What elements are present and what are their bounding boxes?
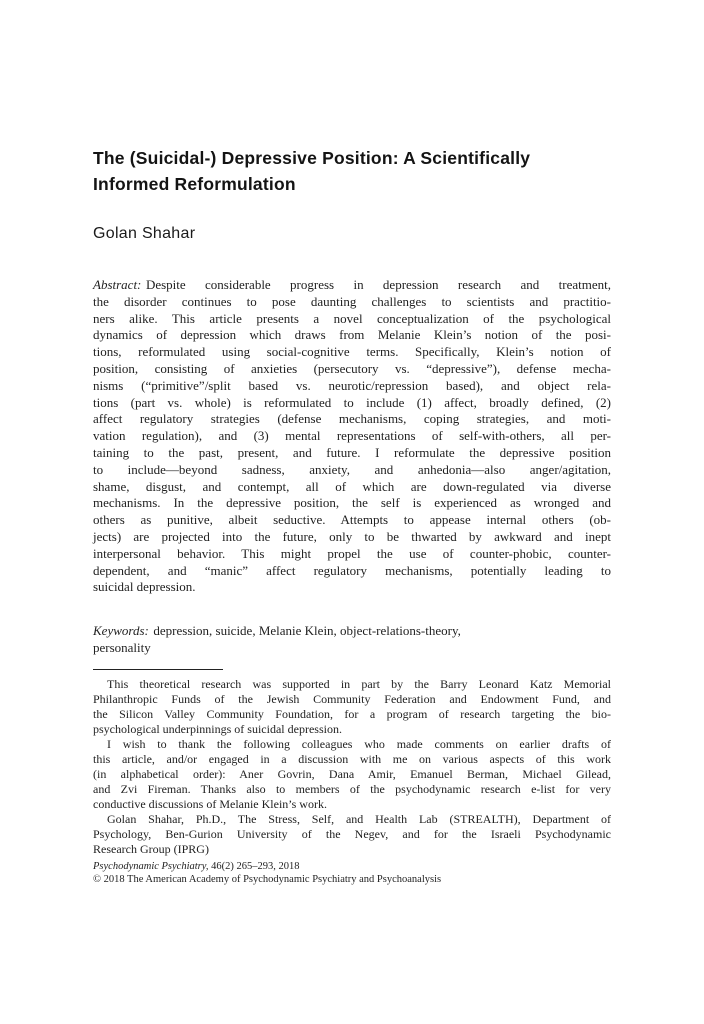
- text-line: nisms (“primitive”/split based vs. neurotic/repression based), and object rela-: [93, 377, 611, 393]
- footnote-paragraph: [93, 812, 611, 857]
- text-line: The (Suicidal-) Depressive Position: A Scientifically: [93, 148, 531, 168]
- text-line: interpersonal behavior. This might propel the use of counter-phobic, counter-: [93, 545, 611, 561]
- text-line: the disorder continues to pose daunting challenges to scientists and practitio-: [93, 293, 611, 309]
- abstract-first-line: [93, 277, 611, 294]
- abstract-lines: [93, 294, 611, 596]
- text-line: position, consisting of anxieties (persecutory vs. “depressive”), defense mecha-: [93, 360, 611, 376]
- keywords-label: Keywords:: [93, 623, 149, 639]
- text-line: I wish to thank the following colleagues who made comments on earlier drafts of: [107, 737, 611, 752]
- page-title: [93, 145, 611, 197]
- text-line: vation regulation), and (3) mental representations of self-with-others, all per-: [93, 428, 611, 444]
- text-line: to include—beyond sadness, anxiety, and anhedonia—also anger/agitation,: [93, 461, 611, 477]
- text-line: shame, disgust, and contempt, all of which are down-regulated via diverse: [93, 478, 611, 494]
- text-line: psychological underpinnings of suicidal depression.: [93, 722, 342, 737]
- text-line: mechanisms. In the depressive position, the self is experienced as wronged and: [93, 495, 611, 511]
- page-content: [93, 0, 611, 886]
- text-line: Philanthropic Funds of the Jewish Community Federation and Endowment Fund, and: [93, 692, 611, 707]
- keywords-first-line-text: depression, suicide, Melanie Klein, object-relations-theory,: [153, 623, 461, 639]
- text-line: ners alike. This article presents a novel conceptualization of the psychological: [93, 310, 611, 326]
- text-line: This theoretical research was supported in part by the Barry Leonard Katz Memorial: [107, 677, 611, 692]
- text-line: the Silicon Valley Community Foundation, for a program of research targeting the bio-: [93, 707, 611, 722]
- text-line: and Zvi Fireman. Thanks also to members of the psychodynamic research e-list for very: [93, 782, 611, 797]
- text-line: jects) are projected into the future, only to be thwarted by awkward and inept: [93, 528, 611, 544]
- journal-info: [93, 861, 611, 886]
- abstract-section: [93, 277, 611, 596]
- journal-name: Psychodynamic Psychiatry,: [93, 861, 209, 873]
- text-line: tions (part vs. whole) is reformulated to include (1) affect, broadly defined, (2): [93, 394, 611, 410]
- abstract-label: Abstract:: [93, 277, 142, 292]
- text-line: dynamics of depression which draws from Melanie Klein’s notion of the posi-: [93, 327, 611, 343]
- footnote-paragraph: [93, 677, 611, 737]
- text-line: conductive discussions of Melanie Klein’s work.: [93, 797, 327, 812]
- text-line: Golan Shahar, Ph.D., The Stress, Self, and Health Lab (STREALTH), Department of: [107, 812, 611, 827]
- keywords-section: [93, 622, 611, 656]
- copyright-line: © 2018 The American Academy of Psychodynamic Psychiatry and Psychoanalysis: [93, 873, 442, 885]
- text-line: suicidal depression.: [93, 579, 196, 595]
- text-line: Informed Reformulation: [93, 174, 296, 194]
- author-name: Golan Shahar: [93, 225, 196, 242]
- journal-citation: [93, 861, 611, 874]
- abstract-first-line-text: Despite considerable progress in depression research and treatment,: [145, 277, 611, 292]
- footnote-paragraph: [93, 737, 611, 812]
- text-line: Research Group (IPRG): [93, 842, 209, 857]
- footnote-section: [93, 677, 611, 857]
- journal-issue: 46(2) 265–293, 2018: [208, 861, 300, 873]
- text-line: (in alphabetical order): Aner Govrin, Dana Amir, Emanuel Berman, Michael Gilead,: [93, 767, 611, 782]
- text-line: others as punitive, albeit seductive. Attempts to appease internal others (ob-: [93, 512, 611, 528]
- text-line: personality: [93, 640, 151, 656]
- keywords-lines: [93, 639, 611, 656]
- footnote-divider: [93, 669, 223, 670]
- text-line: Psychology, Ben-Gurion University of the Negev, and for the Israeli Psychodynamic: [93, 827, 611, 842]
- text-line: taining to the past, present, and future. I reformulate the depressive position: [93, 444, 611, 460]
- text-line: dependent, and “manic” affect regulatory mechanisms, potentially leading to: [93, 562, 611, 578]
- text-line: this article, and/or engaged in a discussion with me on various aspects of this work: [93, 752, 611, 767]
- keywords-first-line: [93, 622, 611, 639]
- text-line: affect regulatory strategies (defense mechanisms, coping strategies, and moti-: [93, 411, 611, 427]
- text-line: tions, reformulated using social-cognitive terms. Specifically, Klein’s notion of: [93, 344, 611, 360]
